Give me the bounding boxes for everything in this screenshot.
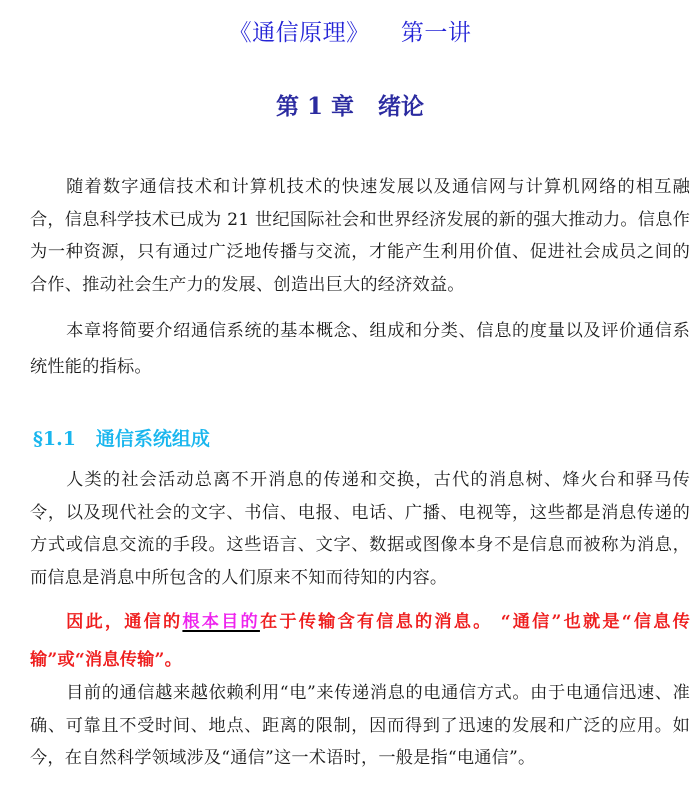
emphasis-text-after: 在于传输含有信息的消息。 “通信”也就是“信息传输”或“消息传输”。 xyxy=(30,612,690,670)
section-paragraph-3: 目前的通信越来越依赖利用“电”来传递消息的电通信方式。由于电通信迅速、准确、可靠且不受时间、地点、距离的限制，因而得到了迅速的发展和广泛的应用。如今，在自然科学领域涉及“通信”这一术语时，一般是指“电通信”。 xyxy=(30,683,690,768)
highlighted-link-text[interactable]: 根本目的 xyxy=(182,612,260,632)
emphasis-text-before: 因此，通信的 xyxy=(66,612,183,632)
section-paragraph-1: 人类的社会活动总离不开消息的传递和交换，古代的消息树、烽火台和驿马传令，以及现代社会的文字、书信、电报、电话、广播、电视等，这些都是消息传递的方式或信息交流的手段。这些语言、文字、数据或图像本身不是信息而被称为消息，而信息是消息中所包含的人们原来不知而待知的内容。 xyxy=(30,470,690,588)
section-heading: §1.1 通信系统组成 xyxy=(33,428,210,450)
intro-paragraph-2: 本章将简要介绍通信系统的基本概念、组成和分类、信息的度量以及评价通信系统性能的指标。 xyxy=(30,321,690,377)
intro-paragraph-1: 随着数字通信技术和计算机技术的快速发展以及通信网与计算机网络的相互融合，信息科学技术已成为 21 世纪国际社会和世界经济发展的新的强大推动力。信息作为一种资源，只有通过广泛地传播与交流，才能产生利用价值、促进社会成员之间的合作、推动社会生产力的发展、创造出巨大的经济效益。 xyxy=(30,177,690,295)
emphasis-paragraph xyxy=(30,603,690,679)
chapter-title: 第 1 章 绪论 xyxy=(275,93,425,120)
lecture-title: 《通信原理》 第一讲 xyxy=(228,20,472,46)
